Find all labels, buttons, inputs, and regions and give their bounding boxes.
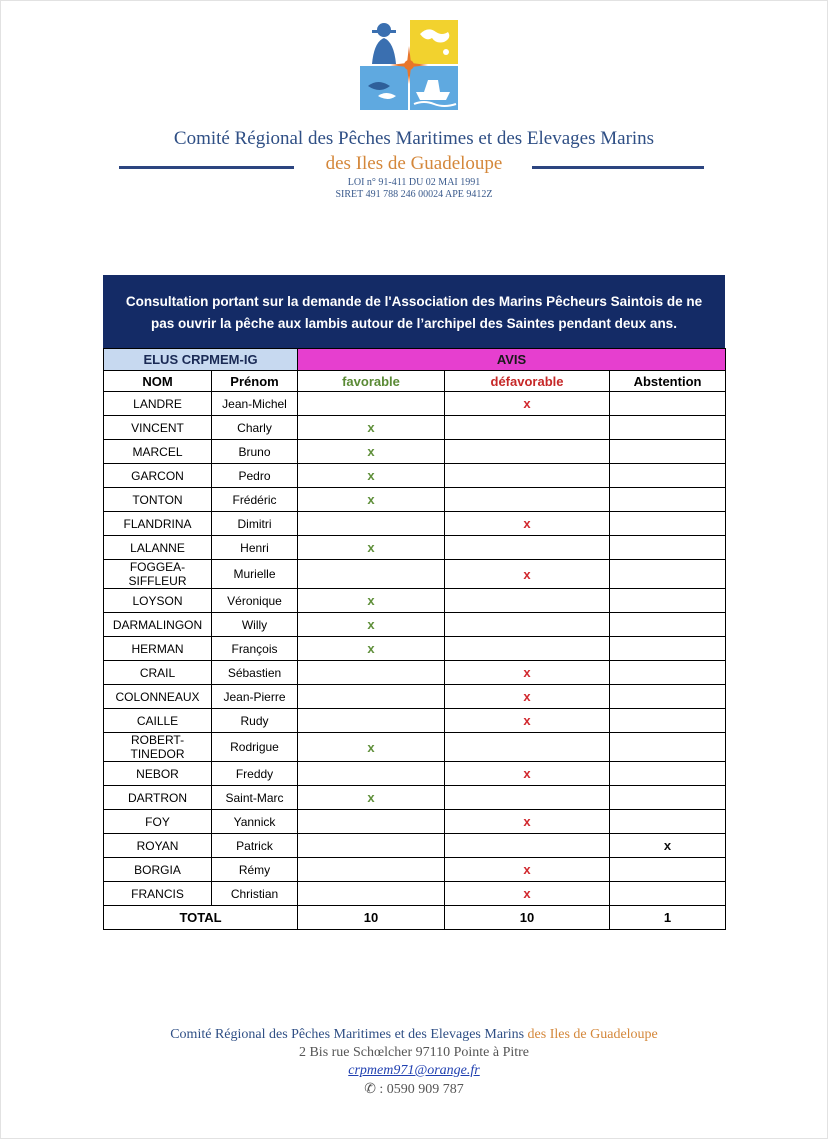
vote-mark-favorable: x xyxy=(367,444,375,459)
col-header-defavorable: défavorable xyxy=(445,371,610,392)
cell-favorable xyxy=(298,512,445,536)
avis-group-header: AVIS xyxy=(298,349,726,371)
table-row xyxy=(104,613,726,637)
total-favorable: 10 xyxy=(298,906,445,930)
cell-abstention xyxy=(610,589,726,613)
cell-nom: COLONNEAUX xyxy=(104,685,212,709)
phone-icon: ✆ xyxy=(364,1082,376,1097)
table-row xyxy=(104,685,726,709)
cell-abstention xyxy=(610,637,726,661)
vote-mark-favorable: x xyxy=(367,468,375,483)
cell-abstention xyxy=(610,536,726,560)
table-row xyxy=(104,392,726,416)
cell-favorable xyxy=(298,464,445,488)
cell-favorable xyxy=(298,637,445,661)
table-row xyxy=(104,858,726,882)
vote-mark-favorable: x xyxy=(367,641,375,656)
cell-abstention xyxy=(610,416,726,440)
total-abstention: 1 xyxy=(610,906,726,930)
total-label: TOTAL xyxy=(104,906,298,930)
cell-abstention xyxy=(610,661,726,685)
table-row xyxy=(104,709,726,733)
cell-favorable xyxy=(298,416,445,440)
cell-favorable xyxy=(298,613,445,637)
col-header-nom: NOM xyxy=(104,371,212,392)
cell-favorable xyxy=(298,440,445,464)
vote-mark-defavorable: x xyxy=(523,396,531,411)
cell-favorable xyxy=(298,685,445,709)
cell-defavorable xyxy=(445,440,610,464)
elus-group-header: ELUS CRPMEM-IG xyxy=(104,349,298,371)
banner-line-2: pas ouvrir la pêche aux lambis autour de l’archipel des Saintes pendant deux ans. xyxy=(151,316,677,331)
cell-prenom: Rémy xyxy=(212,858,298,882)
cell-prenom: Willy xyxy=(212,613,298,637)
cell-favorable xyxy=(298,589,445,613)
cell-nom: FOY xyxy=(104,810,212,834)
vote-mark-favorable: x xyxy=(367,617,375,632)
table-row xyxy=(104,637,726,661)
cell-prenom: Charly xyxy=(212,416,298,440)
cell-nom: CAILLE xyxy=(104,709,212,733)
cell-abstention xyxy=(610,440,726,464)
cell-nom: FRANCIS xyxy=(104,882,212,906)
cell-nom: HERMAN xyxy=(104,637,212,661)
cell-favorable xyxy=(298,834,445,858)
table-row xyxy=(104,560,726,589)
cell-defavorable xyxy=(445,685,610,709)
table-row xyxy=(104,762,726,786)
cell-abstention xyxy=(610,512,726,536)
cell-nom: ROBERT-TINEDOR xyxy=(104,733,212,762)
vote-mark-defavorable: x xyxy=(523,665,531,680)
vote-mark-defavorable: x xyxy=(523,516,531,531)
cell-defavorable xyxy=(445,786,610,810)
cell-nom: VINCENT xyxy=(104,416,212,440)
col-header-prenom: Prénom xyxy=(212,371,298,392)
cell-abstention xyxy=(610,810,726,834)
total-defavorable: 10 xyxy=(445,906,610,930)
vote-mark-defavorable: x xyxy=(523,713,531,728)
cell-nom: FOGGEA-SIFFLEUR xyxy=(104,560,212,589)
cell-defavorable xyxy=(445,733,610,762)
vote-rows xyxy=(104,392,726,906)
vote-mark-favorable: x xyxy=(367,420,375,435)
cell-favorable xyxy=(298,858,445,882)
cell-nom: ROYAN xyxy=(104,834,212,858)
vote-mark-favorable: x xyxy=(367,593,375,608)
cell-abstention xyxy=(610,613,726,637)
banner-line-1: Consultation portant sur la demande de l'Association des Marins Pêcheurs Saintois de ne xyxy=(125,294,703,309)
cell-defavorable xyxy=(445,810,610,834)
column-header-row xyxy=(104,371,726,392)
col-header-favorable: favorable xyxy=(298,371,445,392)
cell-defavorable xyxy=(445,392,610,416)
cell-prenom: Murielle xyxy=(212,560,298,589)
cell-nom: DARTRON xyxy=(104,786,212,810)
total-row xyxy=(104,906,726,930)
cell-defavorable xyxy=(445,488,610,512)
cell-defavorable xyxy=(445,589,610,613)
cell-defavorable xyxy=(445,536,610,560)
cell-nom: DARMALINGON xyxy=(104,613,212,637)
cell-favorable xyxy=(298,733,445,762)
cell-defavorable xyxy=(445,637,610,661)
cell-defavorable xyxy=(445,560,610,589)
vote-mark-defavorable: x xyxy=(523,689,531,704)
footer-phone-number: : 0590 909 787 xyxy=(379,1082,464,1097)
cell-defavorable xyxy=(445,709,610,733)
footer-org xyxy=(0,1027,828,1043)
cell-nom: BORGIA xyxy=(104,858,212,882)
cell-nom: CRAIL xyxy=(104,661,212,685)
cell-favorable xyxy=(298,762,445,786)
cell-nom: LANDRE xyxy=(104,392,212,416)
cell-favorable xyxy=(298,392,445,416)
cell-abstention xyxy=(610,488,726,512)
cell-defavorable xyxy=(445,613,610,637)
cell-defavorable xyxy=(445,416,610,440)
table-row xyxy=(104,589,726,613)
table-row xyxy=(104,882,726,906)
cell-defavorable xyxy=(445,882,610,906)
group-header-row xyxy=(104,349,726,371)
vote-mark-defavorable: x xyxy=(523,766,531,781)
cell-prenom: Henri xyxy=(212,536,298,560)
table-row xyxy=(104,512,726,536)
cell-prenom: Véronique xyxy=(212,589,298,613)
cell-prenom: Dimitri xyxy=(212,512,298,536)
cell-defavorable xyxy=(445,464,610,488)
cell-abstention xyxy=(610,858,726,882)
cell-favorable xyxy=(298,560,445,589)
vote-mark-defavorable: x xyxy=(523,566,531,582)
vote-mark-favorable: x xyxy=(367,739,375,755)
table-row xyxy=(104,786,726,810)
table-row xyxy=(104,834,726,858)
cell-defavorable xyxy=(445,762,610,786)
table-row xyxy=(104,536,726,560)
org-name: Comité Régional des Pêches Maritimes et des Elevages Marins xyxy=(173,128,655,149)
cell-prenom: Patrick xyxy=(212,834,298,858)
table-row xyxy=(104,661,726,685)
cell-prenom: Christian xyxy=(212,882,298,906)
cell-abstention xyxy=(610,709,726,733)
cell-nom: LALANNE xyxy=(104,536,212,560)
table-row xyxy=(104,488,726,512)
footer-phone xyxy=(0,1081,828,1098)
footer-org-region: des Iles de Guadeloupe xyxy=(527,1027,658,1042)
cell-abstention xyxy=(610,733,726,762)
cell-prenom: Jean-Pierre xyxy=(212,685,298,709)
cell-nom: GARCON xyxy=(104,464,212,488)
cell-prenom: Pedro xyxy=(212,464,298,488)
crpmem-logo xyxy=(358,16,462,112)
cell-abstention xyxy=(610,392,726,416)
cell-prenom: Freddy xyxy=(212,762,298,786)
footer-email-link[interactable]: crpmem971@orange.fr xyxy=(348,1063,480,1078)
cell-defavorable xyxy=(445,661,610,685)
table-row xyxy=(104,810,726,834)
cell-favorable xyxy=(298,536,445,560)
cell-favorable xyxy=(298,488,445,512)
table-row xyxy=(104,733,726,762)
vote-mark-defavorable: x xyxy=(523,886,531,901)
vote-mark-favorable: x xyxy=(367,540,375,555)
vote-mark-abstention: x xyxy=(663,838,672,853)
law-reference: LOI n° 91-411 DU 02 MAI 1991 xyxy=(347,177,481,188)
header-rule-right xyxy=(532,166,704,169)
cell-favorable xyxy=(298,709,445,733)
table-row xyxy=(104,464,726,488)
footer-address: 2 Bis rue Schœlcher 97110 Pointe à Pitre xyxy=(298,1045,530,1060)
cell-abstention xyxy=(610,834,726,858)
vote-mark-defavorable: x xyxy=(523,814,531,829)
cell-defavorable xyxy=(445,834,610,858)
table-row xyxy=(104,440,726,464)
cell-nom: LOYSON xyxy=(104,589,212,613)
footer-org-name: Comité Régional des Pêches Maritimes et des Elevages Marins xyxy=(170,1027,525,1042)
vote-mark-defavorable: x xyxy=(523,862,531,877)
cell-prenom: François xyxy=(212,637,298,661)
cell-nom: NEBOR xyxy=(104,762,212,786)
votes-table xyxy=(103,348,726,930)
cell-defavorable xyxy=(445,512,610,536)
cell-prenom: Bruno xyxy=(212,440,298,464)
siret-line: SIRET 491 788 246 00024 APE 9412Z xyxy=(335,189,493,200)
cell-abstention xyxy=(610,685,726,709)
vote-mark-favorable: x xyxy=(367,492,375,507)
cell-abstention xyxy=(610,786,726,810)
cell-abstention xyxy=(610,882,726,906)
cell-favorable xyxy=(298,810,445,834)
cell-nom: FLANDRINA xyxy=(104,512,212,536)
consultation-banner xyxy=(103,275,725,348)
cell-favorable xyxy=(298,882,445,906)
table-row xyxy=(104,416,726,440)
cell-abstention xyxy=(610,464,726,488)
col-header-abstention: Abstention xyxy=(610,371,726,392)
org-region: des Iles de Guadeloupe xyxy=(325,153,503,174)
cell-favorable xyxy=(298,786,445,810)
cell-prenom: Saint-Marc xyxy=(212,786,298,810)
cell-abstention xyxy=(610,560,726,589)
cell-defavorable xyxy=(445,858,610,882)
cell-nom: TONTON xyxy=(104,488,212,512)
cell-favorable xyxy=(298,661,445,685)
cell-prenom: Rodrigue xyxy=(212,733,298,762)
cell-prenom: Sébastien xyxy=(212,661,298,685)
cell-prenom: Rudy xyxy=(212,709,298,733)
vote-mark-favorable: x xyxy=(367,790,375,805)
cell-prenom: Jean-Michel xyxy=(212,392,298,416)
cell-prenom: Yannick xyxy=(212,810,298,834)
cell-abstention xyxy=(610,762,726,786)
cell-prenom: Frédéric xyxy=(212,488,298,512)
cell-nom: MARCEL xyxy=(104,440,212,464)
